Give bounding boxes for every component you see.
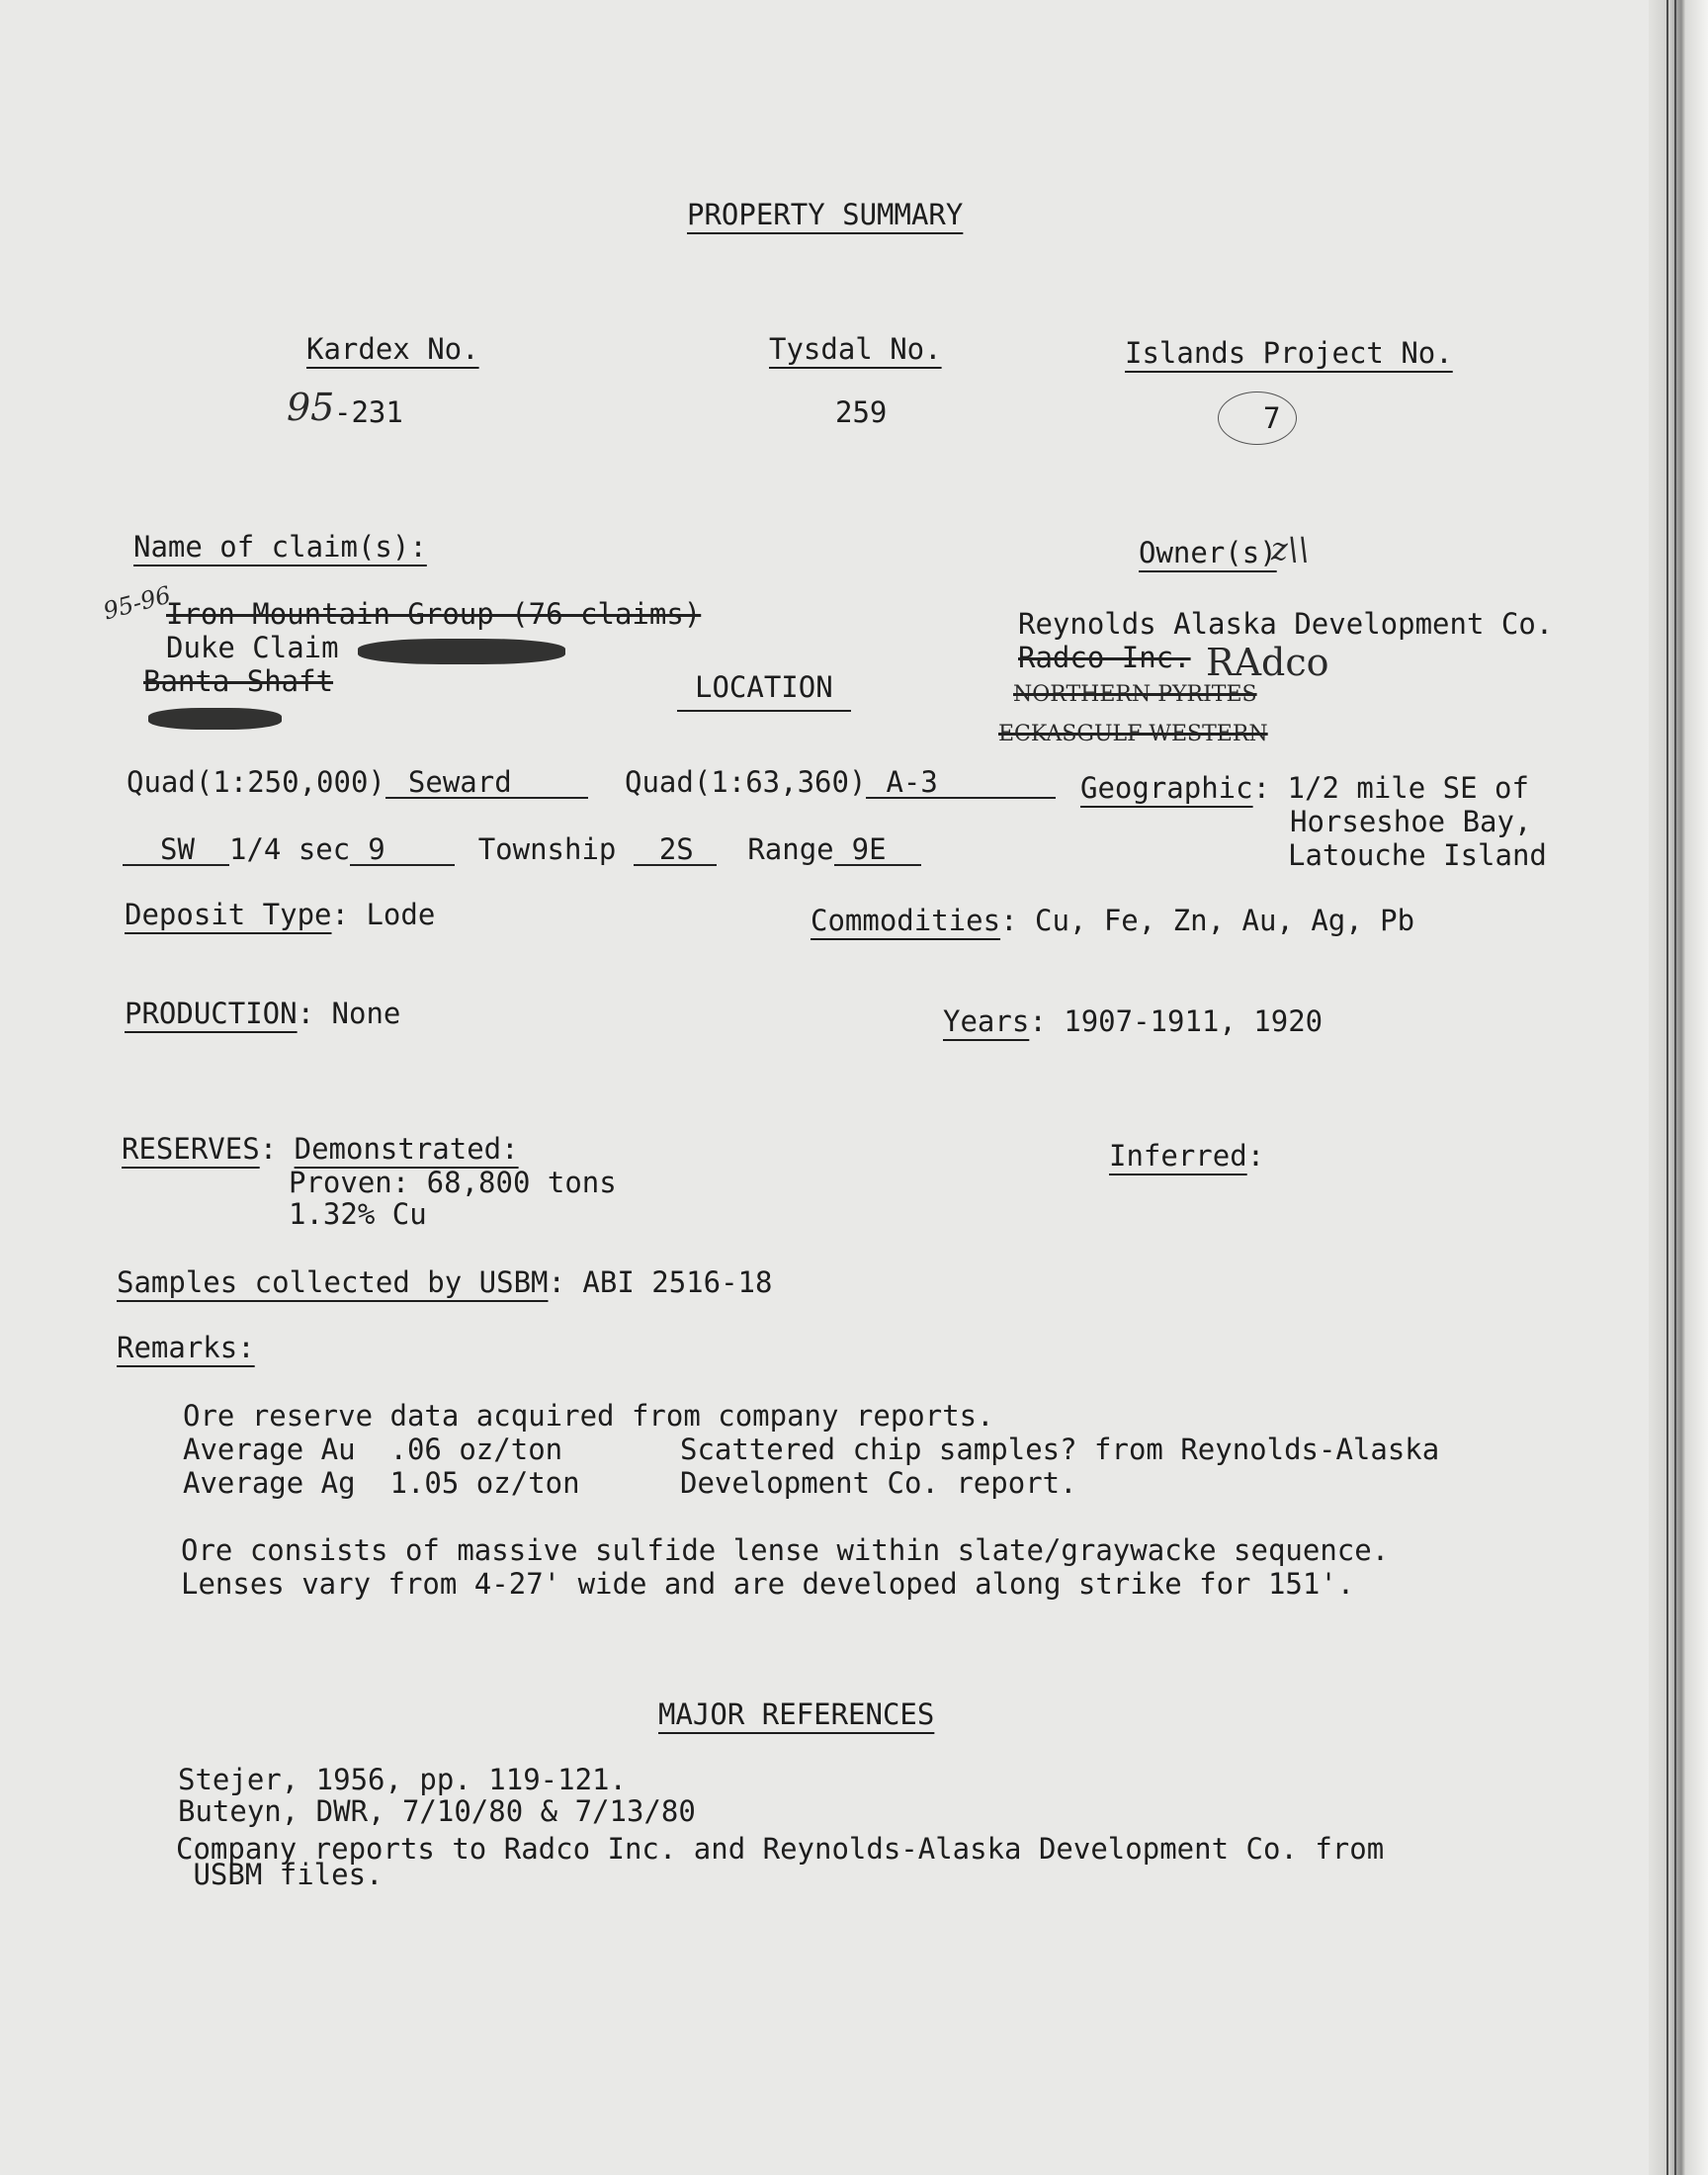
remarks-note: Scattered chip samples? from Reynolds-Alaska bbox=[680, 1433, 1440, 1466]
township-value: 2S bbox=[634, 834, 717, 866]
inferred-row: Inferred: bbox=[1109, 1139, 1265, 1173]
owners-label: Owner(s) bbox=[1139, 536, 1277, 569]
commodities-value: Cu, Fe, Zn, Au, Ag, Pb bbox=[1034, 904, 1415, 937]
deposit-type-row: Deposit Type: Lode bbox=[125, 898, 436, 931]
kardex-handwritten-prefix: 95 bbox=[287, 386, 335, 429]
reserves-row: RESERVES: Demonstrated: bbox=[122, 1132, 519, 1166]
remarks-line: Lenses vary from 4-27' wide and are developed along strike for 151'. bbox=[181, 1567, 1355, 1601]
owners-handwritten-mark: z\\ bbox=[1271, 530, 1310, 567]
claims-label: Name of claim(s): bbox=[133, 530, 427, 564]
owner-handwritten-struck: ECKASGULF WESTERN bbox=[998, 722, 1268, 746]
range-label: Range bbox=[747, 832, 834, 866]
remarks-label: Remarks: bbox=[117, 1331, 255, 1364]
quarter-value: SW bbox=[123, 834, 229, 866]
geographic-label: Geographic bbox=[1080, 771, 1253, 805]
owner-handwritten-added: RAdco bbox=[1206, 641, 1329, 684]
quad-63k-row bbox=[625, 765, 1056, 799]
kardex-label: Kardex No. bbox=[306, 332, 479, 366]
document-title: PROPERTY SUMMARY bbox=[687, 198, 964, 231]
reserves-grade: 1.32% Cu bbox=[289, 1197, 427, 1231]
production-value: None bbox=[331, 997, 401, 1030]
reserves-label: RESERVES bbox=[122, 1132, 260, 1166]
remarks-average-au: Average Au .06 oz/ton bbox=[183, 1433, 563, 1466]
remarks-note: Development Co. report. bbox=[680, 1466, 1077, 1500]
commodities-label: Commodities bbox=[811, 904, 1001, 937]
years-row: Years: 1907-1911, 1920 bbox=[943, 1004, 1324, 1038]
geographic-line: Horseshoe Bay, bbox=[1290, 805, 1532, 838]
samples-row: Samples collected by USBM: ABI 2516-18 bbox=[117, 1265, 773, 1299]
tysdal-value: 259 bbox=[835, 395, 888, 429]
ink-scribble bbox=[148, 708, 282, 730]
samples-label: Samples collected by USBM bbox=[117, 1265, 549, 1299]
reference-item: Company reports to Radco Inc. and Reynolds-Alaska Development Co. from bbox=[176, 1832, 1385, 1866]
tysdal-label: Tysdal No. bbox=[769, 332, 942, 366]
deposit-type-value: Lode bbox=[366, 898, 436, 931]
production-row: PRODUCTION: None bbox=[125, 997, 401, 1030]
range-value: 9E bbox=[834, 834, 921, 866]
geographic-row: Geographic: 1/2 mile SE of bbox=[1080, 771, 1529, 805]
remarks-average-ag: Average Ag 1.05 oz/ton bbox=[183, 1466, 580, 1500]
geographic-line: Latouche Island bbox=[1288, 838, 1547, 872]
years-value: 1907-1911, 1920 bbox=[1064, 1004, 1324, 1038]
quad-250k-row bbox=[127, 765, 588, 799]
township-label: Township bbox=[477, 832, 617, 866]
location-heading: LOCATION bbox=[677, 670, 851, 712]
claim-item: Duke Claim bbox=[166, 631, 339, 664]
deposit-type-label: Deposit Type bbox=[125, 898, 332, 931]
reference-item: Buteyn, DWR, 7/10/80 & 7/13/80 bbox=[178, 1794, 696, 1828]
section-value: 9 bbox=[350, 834, 455, 866]
quad-250k-label: Quad(1:250,000) bbox=[127, 765, 385, 799]
islands-project-label: Islands Project No. bbox=[1125, 336, 1453, 370]
claim-item: Banta Shaft bbox=[143, 664, 334, 698]
proven-value: Proven: 68,800 tons bbox=[289, 1166, 617, 1199]
demonstrated-label: Demonstrated: bbox=[294, 1132, 519, 1166]
commodities-row: Commodities: Cu, Fe, Zn, Au, Ag, Pb bbox=[811, 904, 1415, 937]
quad-250k-value: Seward bbox=[385, 767, 588, 799]
islands-project-value: 7 bbox=[1263, 401, 1281, 435]
owner-struck: Radco Inc. bbox=[1018, 641, 1191, 674]
ink-scribble bbox=[358, 639, 565, 664]
page-binding-edge bbox=[1649, 0, 1708, 2175]
quad-63k-label: Quad(1:63,360) bbox=[625, 765, 867, 799]
owner-handwritten-struck: NORTHERN PYRITES bbox=[1013, 682, 1257, 707]
handwritten-circle bbox=[1218, 392, 1297, 445]
claim-item: Iron Mountain Group (76 claims) bbox=[166, 597, 702, 631]
geographic-line: 1/2 mile SE of bbox=[1287, 771, 1529, 805]
claims-handwritten-note: 95-96 bbox=[100, 580, 174, 626]
years-label: Years bbox=[943, 1004, 1030, 1038]
inferred-label: Inferred bbox=[1109, 1139, 1247, 1173]
production-label: PRODUCTION bbox=[125, 997, 298, 1030]
owner-current: Reynolds Alaska Development Co. bbox=[1018, 607, 1554, 641]
samples-value: ABI 2516-18 bbox=[582, 1265, 773, 1299]
references-heading: MAJOR REFERENCES bbox=[658, 1697, 935, 1731]
legal-location-row bbox=[123, 832, 921, 866]
reference-item: USBM files. bbox=[176, 1858, 384, 1891]
reference-item: Stejer, 1956, pp. 119-121. bbox=[178, 1763, 627, 1796]
quad-63k-value: A-3 bbox=[866, 767, 1056, 799]
remarks-line: Ore consists of massive sulfide lense within slate/graywacke sequence. bbox=[181, 1533, 1390, 1567]
remarks-line: Ore reserve data acquired from company reports. bbox=[183, 1399, 994, 1433]
section-label: 1/4 sec bbox=[229, 832, 351, 866]
kardex-value: -231 bbox=[334, 395, 403, 429]
